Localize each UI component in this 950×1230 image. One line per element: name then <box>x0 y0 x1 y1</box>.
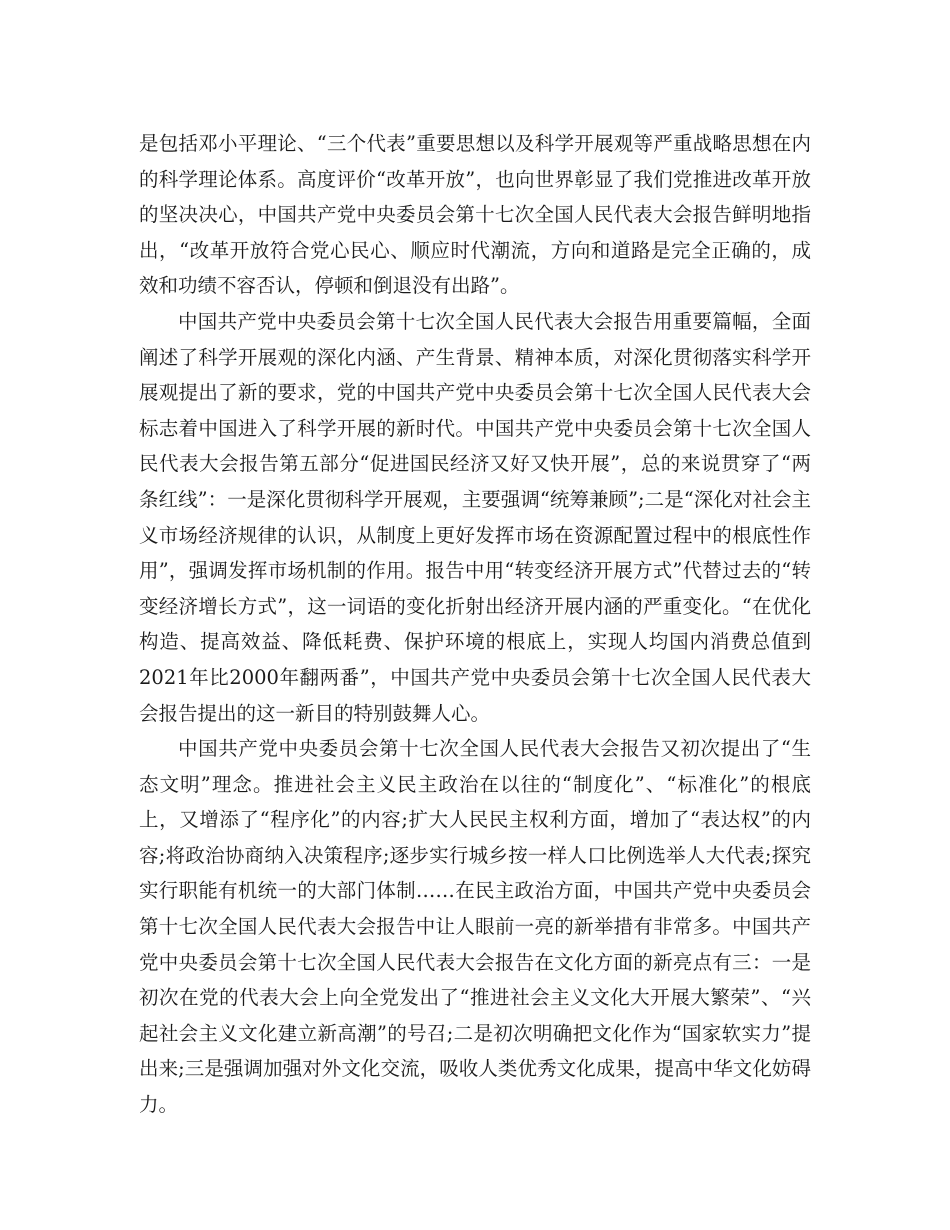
document-body <box>139 126 811 1123</box>
paragraph-continued: 是包括邓小平理论、“三个代表”重要思想以及科学开展观等严重战略思想在内的科学理论体系。高度评价“改革开放”，也向世界彰显了我们党推进改革开放的坚决决心，中国共产党中央委员会第十七次全国人民代表大会报告鲜明地指出，“改革开放符合党心民心、顺应时代潮流，方向和道路是完全正确的，成效和功绩不容否认，停顿和倒退没有出路”。 <box>139 132 811 298</box>
paragraph-scientific-development: 中国共产党中央委员会第十七次全国人民代表大会报告用重要篇幅，全面阐述了科学开展观的深化内涵、产生背景、精神本质，对深化贯彻落实科学开展观提出了新的要求，党的中国共产党中央委员会第十七次全国人民代表大会标志着中国进入了科学开展的新时代。中国共产党中央委员会第十七次全国人民代表大会报告第五部分“促进国民经济又好又快开展”，总的来说贯穿了“两条红线”：一是深化贯彻科学开展观，主要强调“统筹兼顾”;二是“深化对社会主义市场经济规律的认识，从制度上更好发挥市场在资源配置过程中的根底性作用”，强调发挥市场机制的作用。报告中用“转变经济开展方式”代替过去的“转变经济增长方式”，这一词语的变化折射出经济开展内涵的严重变化。“在优化构造、提高效益、降低耗费、保护环境的根底上，实现人均国内消费总值到2021年比2000年翻两番”，中国共产党中央委员会第十七次全国人民代表大会报告提出的这一新目的特别鼓舞人心。 <box>139 309 811 725</box>
paragraph-ecological-civilization: 中国共产党中央委员会第十七次全国人民代表大会报告又初次提出了“生态文明”理念。推进社会主义民主政治在以往的“制度化”、“标准化”的根底上，又增添了“程序化”的内容;扩大人民民主权利方面，增加了“表达权”的内容;将政治协商纳入决策程序;逐步实行城乡按一样人口比例选举人大代表;探究实行职能有机统一的大部门体制……在民主政治方面，中国共产党中央委员会第十七次全国人民代表大会报告中让人眼前一亮的新举措有非常多。中国共产党中央委员会第十七次全国人民代表大会报告在文化方面的新亮点有三：一是初次在党的代表大会上向全党发出了“推进社会主义文化大开展大繁荣”、“兴起社会主义文化建立新高潮”的号召;二是初次明确把文化作为“国家软实力”提出来;三是强调加强对外文化交流，吸收人类优秀文化成果，提高中华文化妨碍力。 <box>139 737 811 1117</box>
